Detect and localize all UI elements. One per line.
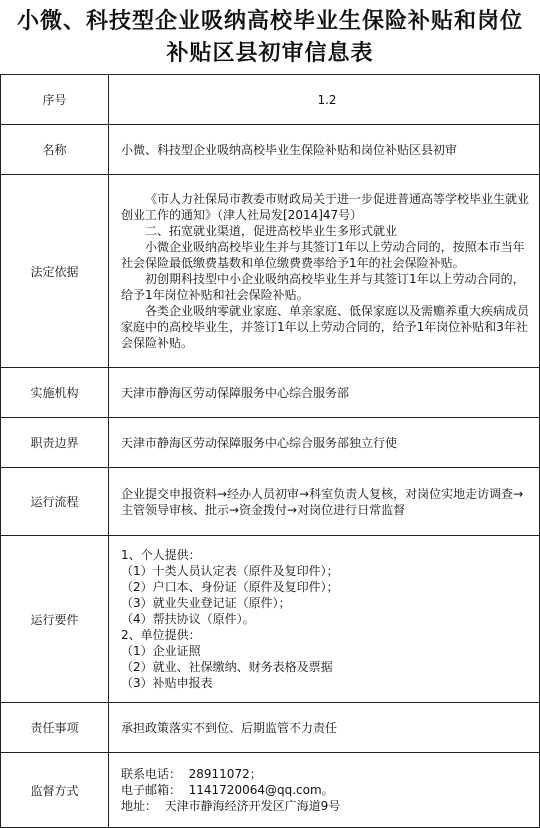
supervision-email: 电子邮箱： 1141720064@qq.com。 (121, 783, 334, 797)
row-name (1, 125, 540, 175)
requirements-line: 1、个人提供： (121, 548, 201, 562)
row-process (1, 468, 540, 536)
requirements-line: （2）就业、社保缴纳、财务表格及票据 (121, 660, 333, 674)
requirements-line: （1）企业证照 (121, 644, 201, 658)
label-supervision: 监督方式 (1, 753, 109, 828)
document-title: 小微、科技型企业吸纳高校毕业生保险补贴和岗位补贴区县初审信息表 (16, 8, 523, 66)
row-responsibility-boundary (1, 418, 540, 468)
legal-basis-para-5: 各类企业吸纳零就业家庭、单亲家庭、低保家庭以及需赡养重大疾病成员家庭中的高校毕业生，并签订1年以上劳动合同的，给予1年岗位补贴和3年社会保险补贴。 (121, 304, 530, 350)
requirements-line: （2）户口本、身份证（原件及复印件）； (121, 580, 339, 594)
label-responsibility-boundary: 职责边界 (1, 418, 109, 468)
row-liability (1, 703, 540, 753)
row-agency (1, 368, 540, 418)
info-table (0, 74, 540, 828)
value-agency: 天津市静海区劳动保障服务中心综合服务部 (109, 368, 540, 418)
legal-basis-para-4: 初创期科技型中小企业吸纳高校毕业生并与其签订1年以上劳动合同的，给予1年岗位补贴和社会保险补贴。 (121, 272, 525, 302)
label-name: 名称 (1, 125, 109, 175)
requirements-line: 2、单位提供： (121, 628, 201, 642)
requirements-line: （4）帮扶协议（原件）。 (121, 612, 255, 626)
value-requirements (109, 536, 540, 703)
value-serial: 1.2 (109, 75, 540, 125)
requirements-line: （3）补贴申报表 (121, 676, 213, 690)
label-serial: 序号 (1, 75, 109, 125)
requirements-line: （3）就业失业登记证（原件）； (121, 596, 291, 610)
row-legal-basis (1, 175, 540, 368)
value-legal-basis (109, 175, 540, 368)
row-supervision (1, 753, 540, 828)
legal-basis-para-2: 二、拓宽就业渠道，促进高校毕业生多形式就业 (145, 224, 398, 238)
legal-basis-para-1: 《市人力社保局市教委市财政局关于进一步促进普通高等学校毕业生就业创业工作的通知》（津人社局发[2014]47号） (121, 192, 530, 222)
supervision-phone: 联系电话： 28911072； (121, 767, 262, 781)
label-requirements: 运行要件 (1, 536, 109, 703)
supervision-address: 地址： 天津市静海经济开发区广海道9号 (121, 799, 341, 813)
value-liability: 承担政策落实不到位、后期监管不力责任 (109, 703, 540, 753)
label-agency: 实施机构 (1, 368, 109, 418)
value-process: 企业提交申报资料→经办人员初审→科室负责人复核，对岗位实地走访调查→主管领导审核、批示→资金拨付→对岗位进行日常监督 (109, 468, 540, 536)
value-responsibility-boundary: 天津市静海区劳动保障服务中心综合服务部独立行使 (109, 418, 540, 468)
label-liability: 责任事项 (1, 703, 109, 753)
row-requirements (1, 536, 540, 703)
value-name: 小微、科技型企业吸纳高校毕业生保险补贴和岗位补贴区县初审 (109, 125, 540, 175)
row-serial (1, 75, 540, 125)
label-process: 运行流程 (1, 468, 109, 536)
value-supervision (109, 753, 540, 828)
legal-basis-para-3: 小微企业吸纳高校毕业生并与其签订1年以上劳动合同的，按照本市当年社会保险最低缴费基数和单位缴费费率给予1年的社会保险补贴。 (121, 240, 525, 270)
label-legal-basis: 法定依据 (1, 175, 109, 368)
requirements-line: （1）十类人员认定表（原件及复印件）； (121, 564, 339, 578)
